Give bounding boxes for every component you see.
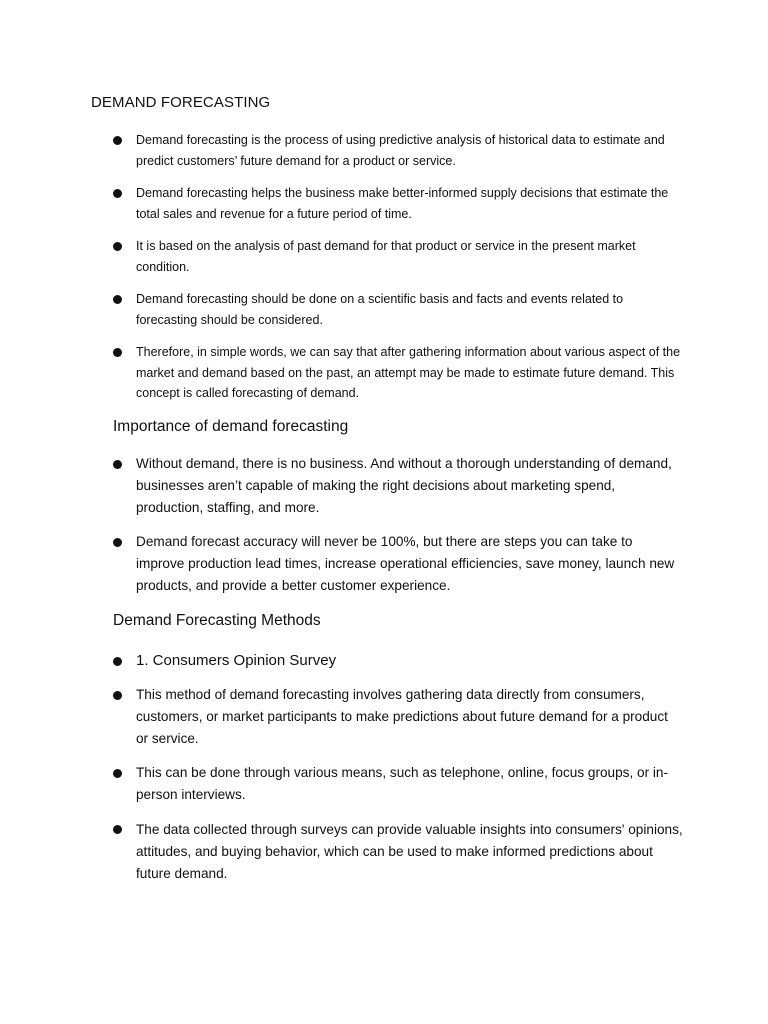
- methods-heading: Demand Forecasting Methods: [113, 612, 321, 629]
- list-item-text: It is based on the analysis of past demand for that product or service in the present market condition.: [136, 239, 636, 274]
- bullet-icon: [113, 691, 122, 700]
- importance-heading: Importance of demand forecasting: [113, 418, 349, 435]
- list-item: [113, 684, 683, 749]
- list-item: [113, 183, 683, 224]
- list-item: [113, 236, 683, 277]
- bullet-icon: [113, 295, 122, 304]
- list-item: [113, 819, 683, 884]
- list-item-text: Demand forecasting is the process of using predictive analysis of historical data to estimate and predict customers’ future demand for a product or service.: [136, 133, 665, 168]
- list-item-text: Demand forecasting helps the business make better-informed supply decisions that estimate the total sales and revenue for a future period of time.: [136, 186, 669, 221]
- document-title: DEMAND FORECASTING: [91, 94, 271, 111]
- list-item-text: This method of demand forecasting involves gathering data directly from consumers, customers, or market participants to make predictions about future demand for a product or service.: [136, 687, 668, 746]
- list-item-text: Demand forecasting should be done on a scientific basis and facts and events related to forecasting should be considered.: [136, 292, 624, 327]
- method-title: 1. Consumers Opinion Survey: [136, 652, 337, 669]
- intro-list: [113, 130, 683, 416]
- list-item: [113, 531, 683, 596]
- list-item-text: Demand forecast accuracy will never be 100%, but there are steps you can take to improve production lead times, increase operational efficiencies, save money, launch new products, and provide a better customer experience.: [136, 534, 675, 593]
- list-item-text: Therefore, in simple words, we can say that after gathering information about various aspect of the market and demand based on the past, an attempt may be made to estimate future demand. This concept is called forecasting of demand.: [136, 345, 681, 400]
- bullet-icon: [113, 460, 122, 469]
- importance-list: [113, 453, 683, 610]
- methods-list: [113, 650, 683, 897]
- bullet-icon: [113, 189, 122, 198]
- list-item: [113, 130, 683, 171]
- bullet-icon: [113, 348, 122, 357]
- list-item: [113, 289, 683, 330]
- list-item: [113, 342, 683, 404]
- list-item-text: Without demand, there is no business. And without a thorough understanding of demand, businesses aren’t capable of making the right decisions about marketing spend, production, staffing, and more.: [136, 456, 672, 515]
- list-item-text: The data collected through surveys can provide valuable insights into consumers' opinions, attitudes, and buying behavior, which can be used to make informed predictions about future demand.: [136, 821, 683, 881]
- list-item: [113, 453, 683, 518]
- bullet-icon: [113, 825, 122, 834]
- method-title-item: [113, 650, 683, 672]
- bullet-icon: [113, 538, 122, 547]
- list-item: [113, 762, 683, 806]
- bullet-icon: [113, 657, 122, 666]
- list-item-text: This can be done through various means, such as telephone, online, focus groups, or in-person interviews.: [136, 765, 668, 803]
- bullet-icon: [113, 136, 122, 145]
- bullet-icon: [113, 242, 122, 251]
- bullet-icon: [113, 769, 122, 778]
